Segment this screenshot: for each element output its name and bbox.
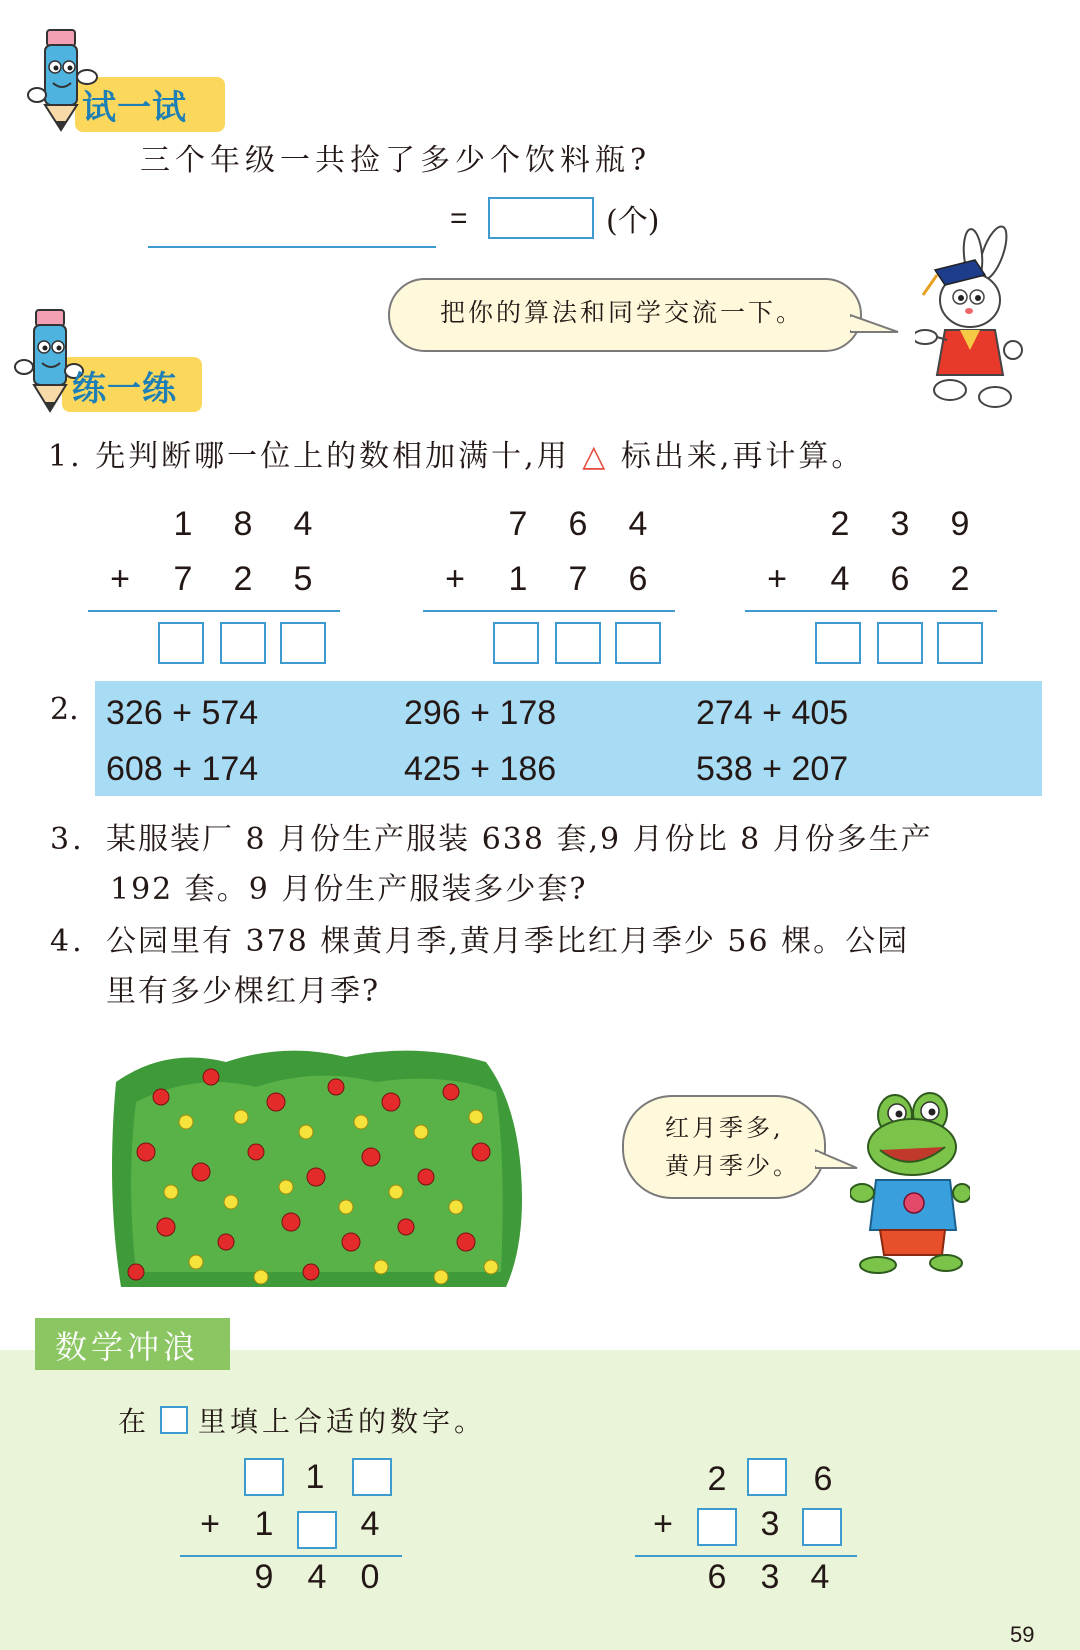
plus-sign: +: [767, 560, 787, 598]
q3-line2: 192 套。9 月份生产服装多少套?: [110, 872, 588, 907]
digit: 1: [508, 560, 528, 598]
answer-box[interactable]: [815, 622, 861, 664]
answer-box[interactable]: [158, 622, 204, 664]
q4-line1: 公园里有 378 棵黄月季,黄月季比红月季少 56 棵。公园: [106, 924, 910, 959]
q1-number: 1.: [48, 439, 83, 474]
answer-box[interactable]: [488, 197, 594, 239]
practice-section-header: [12, 305, 202, 415]
digit: 2: [233, 560, 253, 598]
digit: 3: [890, 505, 910, 543]
plus-sign: +: [110, 560, 130, 598]
digit: 2: [707, 1460, 727, 1498]
q1-text-before: 先判断哪一位上的数相加满十,用: [95, 439, 570, 474]
rose-bush-illustration: [106, 1042, 526, 1297]
digit: 2: [950, 560, 970, 598]
answer-box[interactable]: [555, 622, 601, 664]
digit-puzzle-2: [635, 1455, 875, 1605]
sum-line: [635, 1555, 857, 1557]
sum-line: [88, 610, 340, 612]
triangle-icon: △: [582, 439, 609, 474]
q1-text-after: 标出来,再计算。: [620, 439, 865, 474]
digit: 6: [568, 505, 588, 543]
answer-box[interactable]: [802, 1508, 842, 1546]
q3-number: 3.: [50, 822, 85, 857]
q1-instruction: [48, 432, 864, 482]
q4-number: 4.: [50, 924, 85, 959]
math-surf-instruction: [118, 1400, 486, 1440]
digit: 5: [293, 560, 313, 598]
sample-box: [160, 1406, 188, 1434]
try-question: 三个年级一共捡了多少个饮料瓶?: [140, 143, 652, 178]
digit: 1: [305, 1458, 325, 1496]
rabbit-graduate-icon: [915, 225, 1035, 410]
instruction-before: 在: [118, 1405, 151, 1438]
digit: 6: [813, 1460, 833, 1498]
digit-puzzle-1: [180, 1455, 420, 1605]
q2-number: 2.: [50, 692, 79, 727]
q3-line1: 某服装厂 8 月份生产服装 638 套,9 月份比 8 月份多生产: [106, 822, 933, 857]
digit: 2: [830, 505, 850, 543]
instruction-after: 里填上合适的数字。: [198, 1405, 487, 1438]
digit: 4: [810, 1558, 830, 1596]
digit: 9: [254, 1558, 274, 1596]
digit: 7: [173, 560, 193, 598]
digit: 6: [707, 1558, 727, 1596]
math-surf-background: [0, 1350, 1080, 1650]
answer-box[interactable]: [747, 1458, 787, 1496]
sum-line: [180, 1555, 402, 1557]
answer-box[interactable]: [297, 1511, 337, 1549]
try-section-header: [20, 25, 210, 130]
q2-expression: 296 + 178: [404, 694, 557, 732]
q2-expression: 538 + 207: [696, 750, 849, 788]
digit: 6: [890, 560, 910, 598]
digit: 4: [293, 505, 313, 543]
plus-sign: +: [653, 1505, 673, 1543]
bubble-tail-icon: [850, 310, 900, 340]
digit: 4: [830, 560, 850, 598]
answer-box[interactable]: [877, 622, 923, 664]
digit: 7: [568, 560, 588, 598]
digit: 3: [760, 1505, 780, 1543]
answer-box[interactable]: [697, 1508, 737, 1546]
math-surf-title: 数学冲浪: [55, 1328, 200, 1366]
answer-box[interactable]: [280, 622, 326, 664]
digit: 4: [307, 1558, 327, 1596]
answer-box[interactable]: [937, 622, 983, 664]
frog-character-icon: [850, 1085, 970, 1275]
try-section-title: 试一试: [82, 88, 187, 128]
frog-bubble-line1: 红月季多,: [665, 1114, 784, 1142]
q2-expression: 425 + 186: [404, 750, 557, 788]
plus-sign: +: [445, 560, 465, 598]
answer-line[interactable]: [148, 246, 436, 248]
q2-expression: 326 + 574: [106, 694, 259, 732]
q2-expression: 608 + 174: [106, 750, 259, 788]
vertical-addition-3: [745, 500, 1005, 670]
digit: 6: [628, 560, 648, 598]
sum-line: [745, 610, 997, 612]
digit: 8: [233, 505, 253, 543]
digit: 9: [950, 505, 970, 543]
unit-label: (个): [606, 204, 660, 239]
q2-expression: 274 + 405: [696, 694, 849, 732]
digit: 0: [360, 1558, 380, 1596]
digit: 4: [628, 505, 648, 543]
digit: 1: [254, 1505, 274, 1543]
vertical-addition-1: [88, 500, 348, 670]
equals-sign: =: [450, 202, 468, 235]
answer-box[interactable]: [493, 622, 539, 664]
digit: 1: [173, 505, 193, 543]
q4-line2: 里有多少棵红月季?: [106, 974, 381, 1009]
sum-line: [423, 610, 675, 612]
answer-box[interactable]: [615, 622, 661, 664]
rabbit-bubble-text: 把你的算法和同学交流一下。: [440, 298, 805, 327]
digit: 4: [360, 1505, 380, 1543]
frog-bubble-line2: 黄月季少。: [665, 1152, 800, 1180]
answer-box[interactable]: [220, 622, 266, 664]
plus-sign: +: [200, 1505, 220, 1543]
practice-section-title: 练一练: [72, 369, 177, 409]
answer-box[interactable]: [244, 1458, 284, 1496]
vertical-addition-2: [423, 500, 683, 670]
page-number: 59: [1010, 1622, 1035, 1647]
answer-box[interactable]: [352, 1458, 392, 1496]
digit: 3: [760, 1558, 780, 1596]
digit: 7: [508, 505, 528, 543]
